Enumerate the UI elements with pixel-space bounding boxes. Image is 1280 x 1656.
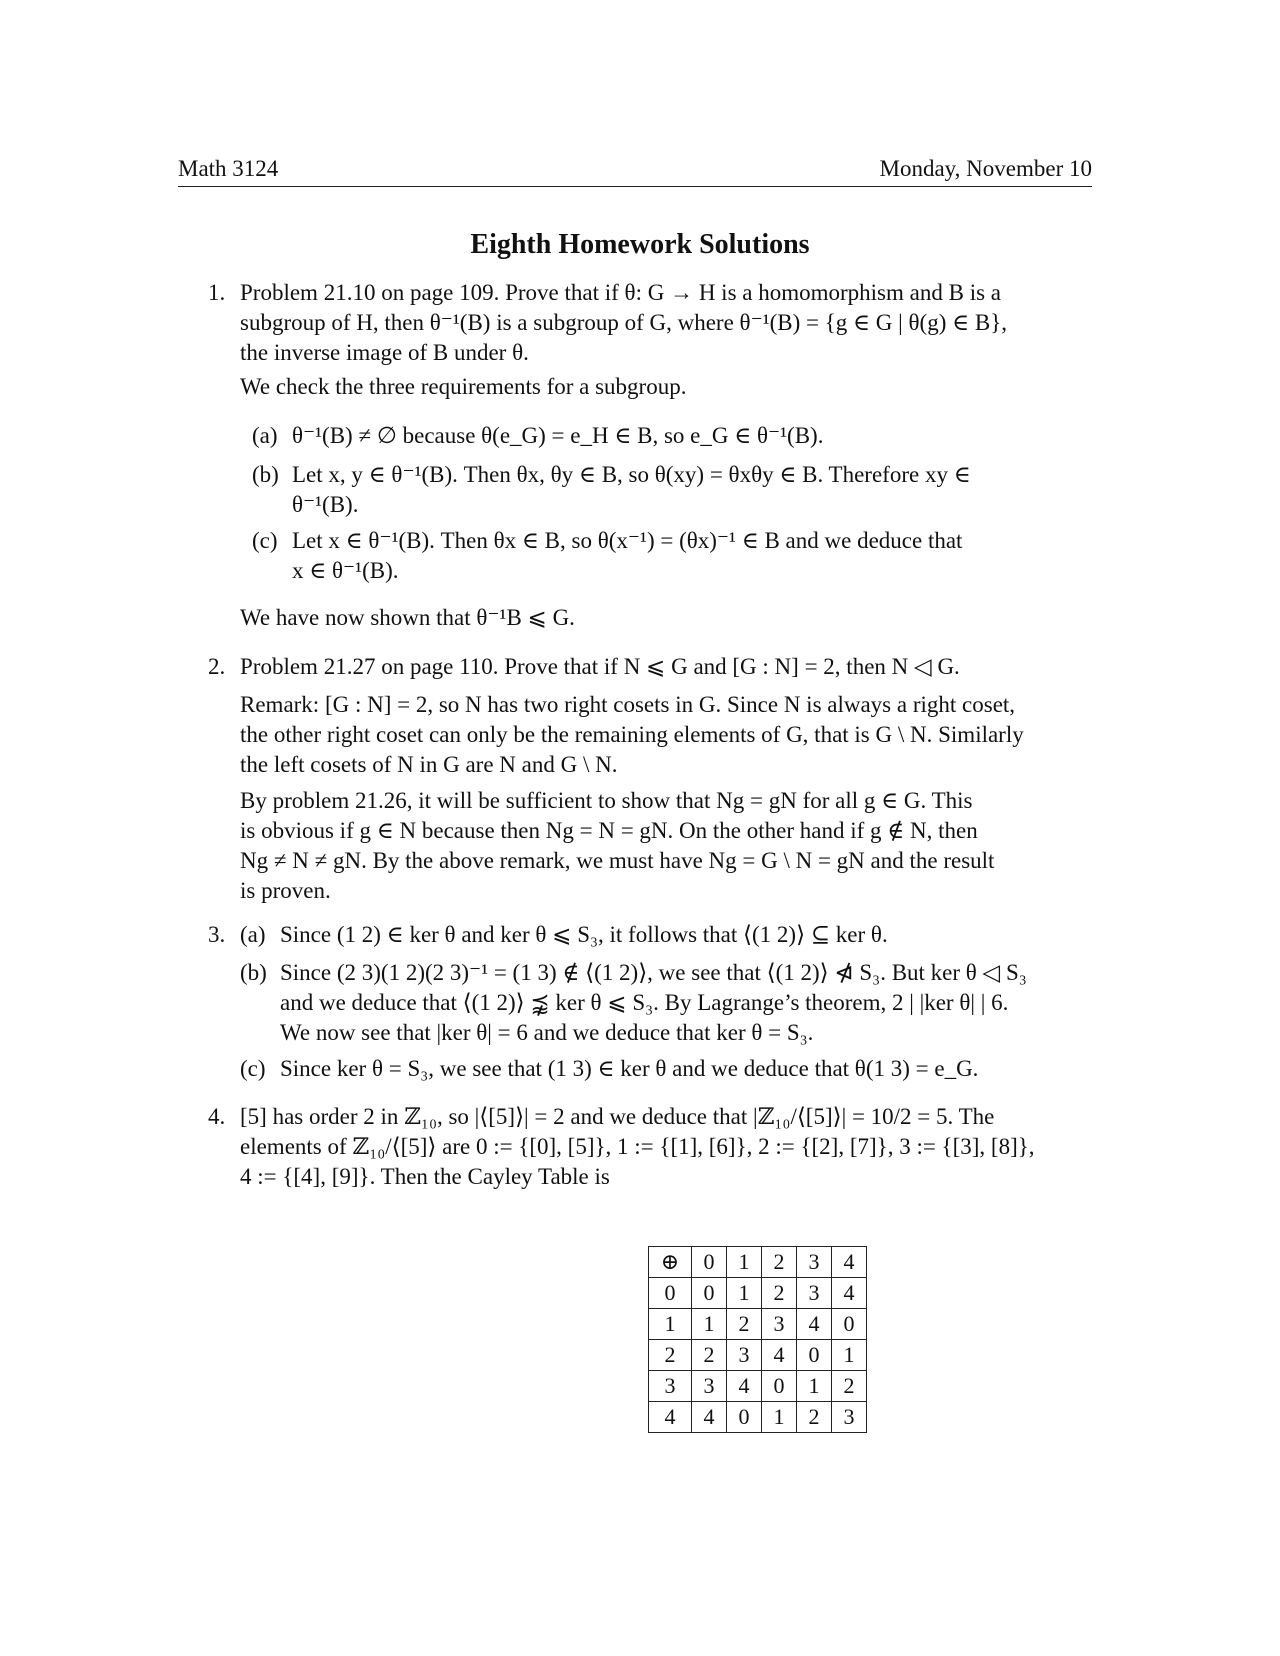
problem-2-proof-line: Ng ≠ N ≠ gN. By the above remark, we must have Ng = G \ N = gN and the result [240, 848, 995, 873]
cayley-cell: 2 [727, 1309, 762, 1340]
cayley-cell: 3 [762, 1309, 797, 1340]
problem-4-text [240, 1102, 1092, 1192]
cayley-row [649, 1402, 867, 1433]
problem-3b-line: We now see that |ker θ| = 6 and we deduce that ker θ = S₃. [280, 1020, 814, 1045]
problem-2-remark [240, 690, 1092, 780]
cayley-cell: 2 [692, 1340, 727, 1371]
cayley-cell: 3 [692, 1371, 727, 1402]
problem-3c-label: (c) [240, 1056, 266, 1081]
cayley-row [649, 1309, 867, 1340]
problem-1c-line: x ∈ θ⁻¹(B). [292, 558, 399, 583]
problem-3b-text [280, 958, 1092, 1048]
cayley-cell: 2 [797, 1402, 832, 1433]
cayley-cell: 4 [692, 1402, 727, 1433]
problem-3a-label: (a) [240, 922, 266, 947]
problem-1-line: the inverse image of B under θ. [240, 340, 529, 365]
problem-1c-label: (c) [252, 528, 278, 553]
cayley-row [649, 1371, 867, 1402]
problem-1-line: Problem 21.10 on page 109. Prove that if θ: G → H is a homomorphism and B is a [240, 280, 1001, 305]
problem-1c-text [292, 526, 1092, 586]
problem-1b-text [292, 460, 1092, 520]
problem-1b-label: (b) [252, 462, 279, 487]
problem-1b-line: θ⁻¹(B). [292, 492, 359, 517]
cayley-corner: ⊕ [649, 1247, 692, 1278]
cayley-cell: 3 [797, 1278, 832, 1309]
cayley-row-header: 3 [649, 1371, 692, 1402]
problem-3b-line: and we deduce that ⟨(1 2)⟩ ⪹ ker θ ⩽ S₃. By Lagrange’s theorem, 2 | |ker θ| | 6. [280, 990, 1009, 1015]
cayley-row-header: 1 [649, 1309, 692, 1340]
cayley-cell: 4 [762, 1340, 797, 1371]
problem-1-intro: We check the three requirements for a subgroup. [240, 374, 687, 399]
cayley-cell: 3 [832, 1402, 867, 1433]
course-label: Math 3124 [178, 156, 279, 181]
cayley-cell: 1 [692, 1309, 727, 1340]
problem-2-remark-line: the left cosets of N in G are N and G \ N. [240, 752, 618, 777]
problem-3-number: 3. [208, 922, 226, 947]
cayley-col-header: 0 [692, 1247, 727, 1278]
problem-4-line: 4 := {[4], [9]}. Then the Cayley Table is [240, 1164, 610, 1189]
cayley-cell: 0 [762, 1371, 797, 1402]
cayley-row [649, 1340, 867, 1371]
cayley-header-row [649, 1247, 867, 1278]
problem-3c-text: Since ker θ = S₃, we see that (1 3) ∈ ker θ and we deduce that θ(1 3) = e_G. [280, 1056, 979, 1081]
problem-1-statement [240, 278, 1092, 368]
cayley-cell: 0 [692, 1278, 727, 1309]
date-label: Monday, November 10 [879, 156, 1092, 181]
cayley-cell: 1 [797, 1371, 832, 1402]
cayley-col-header: 2 [762, 1247, 797, 1278]
cayley-cell: 0 [797, 1340, 832, 1371]
problem-1-line: subgroup of H, then θ⁻¹(B) is a subgroup of G, where θ⁻¹(B) = {g ∈ G | θ(g) ∈ B}, [240, 310, 1008, 335]
problem-2-remark-line: the other right coset can only be the remaining elements of G, that is G \ N. Similarly [240, 722, 1024, 747]
cayley-cell: 0 [832, 1309, 867, 1340]
page-title: Eighth Homework Solutions [470, 229, 810, 260]
problem-1-conclusion: We have now shown that θ⁻¹B ⩽ G. [240, 605, 575, 630]
problem-3b-line: Since (2 3)(1 2)(2 3)⁻¹ = (1 3) ∉ ⟨(1 2)⟩, we see that ⟨(1 2)⟩ ⋪ S₃. But ker θ ◁ S₃ [280, 960, 1027, 985]
problem-2-proof-line: By problem 21.26, it will be sufficient to show that Ng = gN for all g ∈ G. This [240, 788, 973, 813]
cayley-cell: 1 [727, 1278, 762, 1309]
cayley-cell: 4 [832, 1278, 867, 1309]
cayley-col-header: 1 [727, 1247, 762, 1278]
cayley-cell: 0 [727, 1402, 762, 1433]
cayley-cell: 2 [832, 1371, 867, 1402]
cayley-cell: 4 [797, 1309, 832, 1340]
cayley-cell: 3 [727, 1340, 762, 1371]
cayley-row-header: 2 [649, 1340, 692, 1371]
problem-1c-line: Let x ∈ θ⁻¹(B). Then θx ∈ B, so θ(x⁻¹) = (θx)⁻¹ ∈ B and we deduce that [292, 528, 963, 553]
problem-2-proof-line: is proven. [240, 878, 331, 903]
problem-2-statement: Problem 21.27 on page 110. Prove that if N ⩽ G and [G : N] = 2, then N ◁ G. [240, 654, 960, 679]
cayley-cell: 1 [832, 1340, 867, 1371]
problem-1a-text: θ⁻¹(B) ≠ ∅ because θ(e_G) = e_H ∈ B, so e_G ∈ θ⁻¹(B). [292, 423, 824, 448]
problem-3a-text: Since (1 2) ∈ ker θ and ker θ ⩽ S₃, it follows that ⟨(1 2)⟩ ⊆ ker θ. [280, 922, 888, 947]
problem-2-number: 2. [208, 654, 226, 679]
problem-1-number: 1. [208, 280, 226, 305]
cayley-cell: 2 [762, 1278, 797, 1309]
problem-2-proof-line: is obvious if g ∈ N because then Ng = N = gN. On the other hand if g ∉ N, then [240, 818, 978, 843]
cayley-table [648, 1246, 867, 1433]
problem-4-number: 4. [208, 1104, 226, 1129]
problem-1b-line: Let x, y ∈ θ⁻¹(B). Then θx, θy ∈ B, so θ(xy) = θxθy ∈ B. Therefore xy ∈ [292, 462, 971, 487]
cayley-row-header: 0 [649, 1278, 692, 1309]
problem-4-line: elements of ℤ₁₀/⟨[5]⟩ are 0 := {[0], [5]}, 1 := {[1], [6]}, 2 := {[2], [7]}, 3 := {[3], [8]}, [240, 1134, 1035, 1159]
problem-3b-label: (b) [240, 960, 267, 985]
cayley-col-header: 3 [797, 1247, 832, 1278]
problem-2-remark-line: Remark: [G : N] = 2, so N has two right cosets in G. Since N is always a right coset, [240, 692, 1016, 717]
problem-1a-label: (a) [252, 423, 278, 448]
cayley-cell: 1 [762, 1402, 797, 1433]
cayley-col-header: 4 [832, 1247, 867, 1278]
cayley-cell: 4 [727, 1371, 762, 1402]
cayley-row-header: 4 [649, 1402, 692, 1433]
page-header [178, 150, 1092, 187]
problem-4-line: [5] has order 2 in ℤ₁₀, so |⟨[5]⟩| = 2 and we deduce that |ℤ₁₀/⟨[5]⟩| = 10/2 = 5. The [240, 1104, 995, 1129]
problem-2-proof [240, 786, 1092, 906]
cayley-row [649, 1278, 867, 1309]
